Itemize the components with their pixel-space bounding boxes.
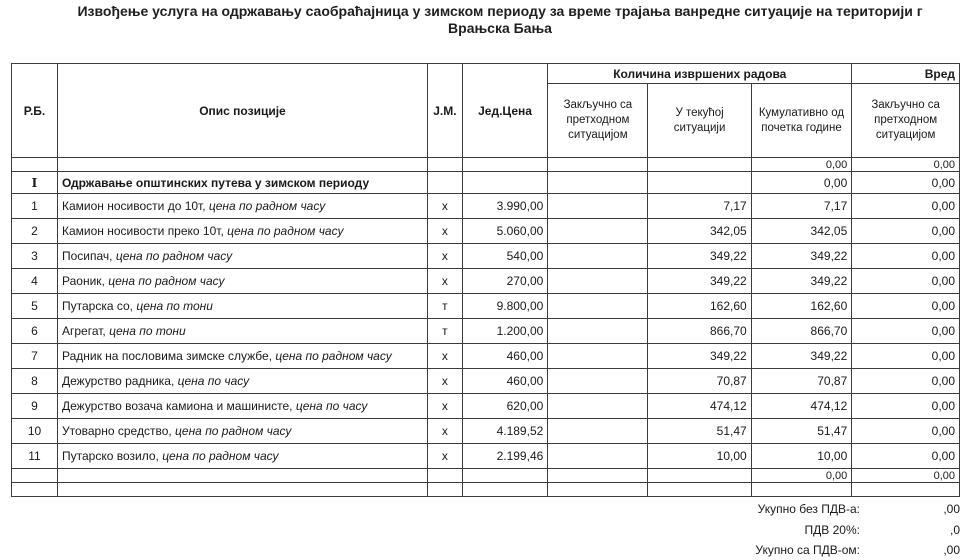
row-current: 51,47: [648, 419, 751, 444]
row-description: [57, 294, 427, 319]
row-price: 540,00: [462, 244, 548, 269]
row-number: 10: [12, 419, 58, 444]
table-row: [12, 419, 960, 444]
row-jm: т: [427, 319, 462, 344]
top-row-kum: 0,00: [751, 158, 852, 172]
row-jm: x: [427, 419, 462, 444]
table-row: [12, 244, 960, 269]
row-desc-text: Путарско возило,: [61, 449, 159, 463]
title-line-1: Извођење услуга на одржавању саобраћајница у зимском периоду за време трајања ванредне ситуације на територији г: [77, 3, 923, 19]
header-rb: Р.Б.: [12, 64, 58, 158]
row-jm: x: [427, 444, 462, 469]
row-desc-text: Утоварно средство,: [61, 424, 172, 438]
row-cumulative: 349,22: [751, 344, 852, 369]
header-kumulativno: Кумулативно од почетка године: [751, 84, 852, 158]
row-number: 11: [12, 444, 58, 469]
header-zakljucno: Закључно са претходном ситуацијом: [548, 84, 648, 158]
row-price: 4.189,52: [462, 419, 548, 444]
table-row: [12, 394, 960, 419]
row-value-previous: 0,00: [852, 219, 960, 244]
row-unit-desc: цена по радном часу: [108, 274, 225, 288]
table-row: [12, 294, 960, 319]
row-description: [57, 194, 427, 219]
row-price: 9.800,00: [462, 294, 548, 319]
row-previous: [548, 269, 648, 294]
row-current: 866,70: [648, 319, 751, 344]
row-current: 7,17: [648, 194, 751, 219]
row-price: 3.990,00: [462, 194, 548, 219]
row-previous: [548, 244, 648, 269]
row-jm: x: [427, 244, 462, 269]
bottom-row-kum: 0,00: [751, 469, 852, 483]
row-price: 2.199,46: [462, 444, 548, 469]
table-row: [12, 158, 960, 172]
row-price: 620,00: [462, 394, 548, 419]
row-previous: [548, 219, 648, 244]
header-zakljucno-vrednost: Закључно са претходном ситуацијом: [852, 84, 960, 158]
row-current: 162,60: [648, 294, 751, 319]
row-unit-desc: цена по тони: [136, 299, 213, 313]
top-row-value: 0,00: [852, 158, 960, 172]
row-desc-text: Камион носивости преко 10т,: [61, 224, 224, 238]
row-desc-text: Посипач,: [61, 249, 113, 263]
row-value-previous: 0,00: [852, 269, 960, 294]
row-desc-text: Дежурство радника,: [61, 374, 175, 388]
table-row: [12, 469, 960, 483]
row-current: 474,12: [648, 394, 751, 419]
table-row: [12, 219, 960, 244]
row-desc-text: Камион носивости до 10т,: [61, 199, 206, 213]
row-value-previous: 0,00: [852, 444, 960, 469]
row-number: 6: [12, 319, 58, 344]
row-cumulative: 70,87: [751, 369, 852, 394]
row-jm: т: [427, 294, 462, 319]
row-current: 349,22: [648, 344, 751, 369]
row-value-previous: 0,00: [852, 244, 960, 269]
row-unit-desc: цена по тони: [109, 324, 186, 338]
row-description: [57, 419, 427, 444]
row-number: 9: [12, 394, 58, 419]
row-cumulative: 342,05: [751, 219, 852, 244]
table-row: [12, 483, 960, 497]
row-jm: x: [427, 344, 462, 369]
row-number: 5: [12, 294, 58, 319]
row-jm: x: [427, 219, 462, 244]
row-number: 2: [12, 219, 58, 244]
row-cumulative: 349,22: [751, 269, 852, 294]
row-jm: x: [427, 369, 462, 394]
row-value-previous: 0,00: [852, 344, 960, 369]
row-number: 3: [12, 244, 58, 269]
row-previous: [548, 344, 648, 369]
row-cumulative: 51,47: [751, 419, 852, 444]
row-jm: x: [427, 269, 462, 294]
table-row: [12, 344, 960, 369]
row-number: 1: [12, 194, 58, 219]
row-unit-desc: цена по радном часу: [175, 424, 292, 438]
row-previous: [548, 294, 648, 319]
table-row: [12, 319, 960, 344]
header-opis: Опис позиције: [57, 64, 427, 158]
vat-label: ПДВ 20%:: [804, 523, 860, 537]
section-row: [12, 172, 960, 194]
row-current: 349,22: [648, 244, 751, 269]
row-previous: [548, 319, 648, 344]
section-number: I: [12, 172, 58, 194]
row-unit-desc: цена по радном часу: [227, 224, 344, 238]
row-price: 1.200,00: [462, 319, 548, 344]
vat-value: ,0: [949, 523, 960, 537]
row-description: [57, 344, 427, 369]
row-unit-desc: цена по часу: [177, 374, 250, 388]
row-unit-desc: цена по радном часу: [208, 199, 326, 213]
row-number: 4: [12, 269, 58, 294]
row-cumulative: 10,00: [751, 444, 852, 469]
title-line-2: Врањска Бања: [448, 20, 552, 36]
header-tekucoj: У текућој ситуацији: [648, 84, 751, 158]
row-current: 70,87: [648, 369, 751, 394]
header-jed-cena: Јед.Цена: [462, 64, 548, 158]
row-price: 270,00: [462, 269, 548, 294]
section-value: 0,00: [852, 172, 960, 194]
header-kolicina-group: Количина извршених радова: [548, 64, 852, 84]
row-value-previous: 0,00: [852, 369, 960, 394]
row-previous: [548, 194, 648, 219]
row-previous: [548, 394, 648, 419]
document-title: [0, 3, 960, 37]
row-jm: x: [427, 194, 462, 219]
row-current: 349,22: [648, 269, 751, 294]
table-row: [12, 444, 960, 469]
header-vrednost-group: Вред: [852, 64, 960, 84]
row-previous: [548, 444, 648, 469]
total-with-vat-label: Укупно са ПДВ-ом:: [755, 543, 860, 557]
row-cumulative: 474,12: [751, 394, 852, 419]
works-table: [11, 63, 960, 497]
row-value-previous: 0,00: [852, 294, 960, 319]
row-description: [57, 394, 427, 419]
total-without-vat-label: Укупно без ПДВ-а:: [757, 502, 860, 516]
row-number: 7: [12, 344, 58, 369]
table-row: [12, 194, 960, 219]
row-description: [57, 269, 427, 294]
row-description: [57, 444, 427, 469]
row-unit-desc: цена по радном часу: [162, 449, 279, 463]
row-current: 10,00: [648, 444, 751, 469]
row-desc-text: Путарска со,: [61, 299, 133, 313]
row-desc-text: Раоник,: [61, 274, 105, 288]
section-kum: 0,00: [751, 172, 852, 194]
row-price: 460,00: [462, 369, 548, 394]
row-description: [57, 219, 427, 244]
row-value-previous: 0,00: [852, 319, 960, 344]
row-previous: [548, 369, 648, 394]
row-cumulative: 349,22: [751, 244, 852, 269]
total-without-vat-value: ,00: [943, 502, 960, 516]
row-price: 460,00: [462, 344, 548, 369]
row-unit-desc: цена по радном часу: [115, 249, 233, 263]
row-desc-text: Дежурство возача камиона и машинисте,: [61, 399, 293, 413]
row-price: 5.060,00: [462, 219, 548, 244]
row-number: 8: [12, 369, 58, 394]
row-description: [57, 244, 427, 269]
row-cumulative: 7,17: [751, 194, 852, 219]
section-label: Одржавање општинских путева у зимском периоду: [57, 172, 427, 194]
row-description: [57, 369, 427, 394]
row-cumulative: 866,70: [751, 319, 852, 344]
row-value-previous: 0,00: [852, 194, 960, 219]
row-unit-desc: цена по часу: [295, 399, 368, 413]
row-jm: x: [427, 394, 462, 419]
row-value-previous: 0,00: [852, 419, 960, 444]
row-previous: [548, 419, 648, 444]
row-desc-text: Радник на пословима зимске службе,: [61, 349, 273, 363]
bottom-row-value: 0,00: [852, 469, 960, 483]
row-cumulative: 162,60: [751, 294, 852, 319]
row-description: [57, 319, 427, 344]
table-row: [12, 269, 960, 294]
table-row: [12, 369, 960, 394]
row-unit-desc: цена по радном часу: [275, 349, 392, 363]
total-with-vat-value: ,00: [943, 543, 960, 557]
row-current: 342,05: [648, 219, 751, 244]
row-value-previous: 0,00: [852, 394, 960, 419]
header-jm: Ј.М.: [427, 64, 462, 158]
row-desc-text: Агрегат,: [61, 324, 106, 338]
